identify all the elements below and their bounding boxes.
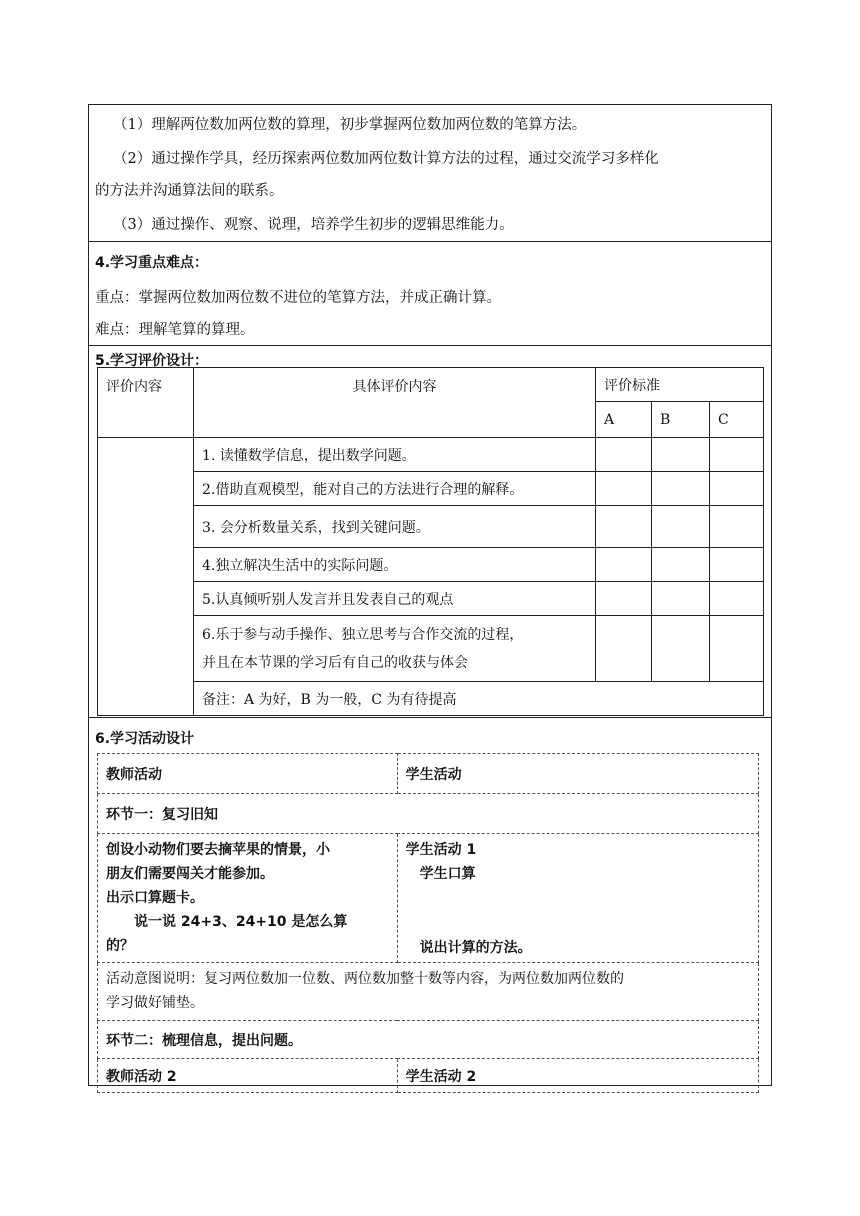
eval-cell bbox=[652, 548, 710, 582]
eval-row-line: 并且在本节课的学习后有自己的收获与体会 bbox=[202, 654, 468, 671]
student-1-line: 学生口算 bbox=[405, 866, 476, 882]
eval-cell bbox=[652, 616, 710, 682]
eval-row-line: 6.乐于参与动手操作、独立思考与合作交流的过程， bbox=[202, 626, 524, 643]
intent-line: 学习做好铺垫。 bbox=[106, 995, 204, 1011]
teacher-1-line: 的？ bbox=[106, 938, 134, 954]
eval-row: 2.借助直观模型，能对自己的方法进行合理的解释。 bbox=[194, 472, 596, 506]
eval-note: 备注：A 为好，B 为一般，C 为有待提高 bbox=[194, 682, 764, 716]
teacher-activity-2: 教师活动 2 bbox=[98, 1059, 398, 1093]
grade-b: B bbox=[652, 402, 710, 438]
eval-cell bbox=[710, 438, 764, 472]
eval-cell bbox=[652, 506, 710, 548]
key-points-section bbox=[89, 241, 771, 345]
eval-cell bbox=[596, 506, 652, 548]
grade-c: C bbox=[710, 402, 764, 438]
student-activity-1 bbox=[397, 834, 758, 963]
stage-2-title: 环节二：梳理信息，提出问题。 bbox=[98, 1021, 759, 1059]
eval-row: 1. 读懂数学信息，提出数学问题。 bbox=[194, 438, 596, 472]
evaluation-heading: 5.学习评价设计： bbox=[95, 353, 209, 369]
student-activity-2: 学生活动 2 bbox=[397, 1059, 758, 1093]
teacher-1-line: 朋友们需要闯关才能参加。 bbox=[106, 866, 274, 882]
key-points-heading: 4.学习重点难点： bbox=[95, 255, 209, 271]
eval-row: 5.认真倾听别人发言并且发表自己的观点 bbox=[194, 582, 596, 616]
stage-1-title: 环节一：复习旧知 bbox=[98, 794, 759, 834]
eval-cell bbox=[596, 438, 652, 472]
key-point: 重点：掌握两位数加两位数不进位的笔算方法，并成正确计算。 bbox=[95, 290, 501, 306]
objectives-section bbox=[89, 105, 771, 241]
document-page bbox=[88, 104, 772, 1086]
eval-row: 3. 会分析数量关系，找到关键问题。 bbox=[194, 506, 596, 548]
eval-cell bbox=[710, 506, 764, 548]
grade-a: A bbox=[596, 402, 652, 438]
eval-cell bbox=[596, 582, 652, 616]
eval-row: 4.独立解决生活中的实际问题。 bbox=[194, 548, 596, 582]
eval-cell bbox=[710, 548, 764, 582]
col-header-content: 评价内容 bbox=[98, 368, 194, 438]
eval-cell bbox=[710, 472, 764, 506]
eval-cell bbox=[652, 438, 710, 472]
objective-3: （3）通过操作、观察、说理，培养学生初步的逻辑思维能力。 bbox=[113, 217, 514, 233]
objective-2: （2）通过操作学具，经历探索两位数加两位数计算方法的过程，通过交流学习多样化 bbox=[113, 151, 659, 167]
student-1-line: 说出计算的方法。 bbox=[405, 940, 532, 956]
teacher-activity-header: 教师活动 bbox=[98, 754, 398, 794]
eval-cell bbox=[596, 548, 652, 582]
intent-line: 活动意图说明：复习两位数加一位数、两位数加整十数等内容，为两位数加两位数的 bbox=[106, 971, 624, 987]
teacher-1-line: 出示口算题卡。 bbox=[106, 890, 204, 906]
eval-cell bbox=[710, 582, 764, 616]
eval-cell bbox=[710, 616, 764, 682]
eval-row-multiline bbox=[194, 616, 596, 682]
eval-cell bbox=[596, 616, 652, 682]
student-1-title: 学生活动 1 bbox=[405, 842, 477, 858]
activities-heading: 6.学习活动设计 bbox=[95, 731, 195, 747]
student-activity-header: 学生活动 bbox=[397, 754, 758, 794]
teacher-1-line: 创设小动物们要去摘苹果的情景，小 bbox=[106, 842, 330, 858]
col-header-standard: 评价标准 bbox=[596, 368, 764, 402]
content-cell bbox=[98, 438, 194, 716]
eval-cell bbox=[652, 472, 710, 506]
activity-intent-1 bbox=[98, 963, 759, 1021]
eval-cell bbox=[652, 582, 710, 616]
evaluation-table bbox=[97, 367, 764, 716]
activity-table bbox=[97, 753, 759, 1093]
eval-cell bbox=[596, 472, 652, 506]
teacher-1-line: 说一说 24+3、24+10 是怎么算 bbox=[106, 914, 348, 930]
difficulty-point: 难点：理解笔算的算理。 bbox=[95, 322, 255, 338]
teacher-activity-1 bbox=[98, 834, 398, 963]
objective-2-cont: 的方法并沟通算法间的联系。 bbox=[95, 183, 284, 199]
objective-1: （1）理解两位数加两位数的算理，初步掌握两位数加两位数的笔算方法。 bbox=[113, 117, 587, 133]
col-header-detail: 具体评价内容 bbox=[194, 368, 596, 438]
